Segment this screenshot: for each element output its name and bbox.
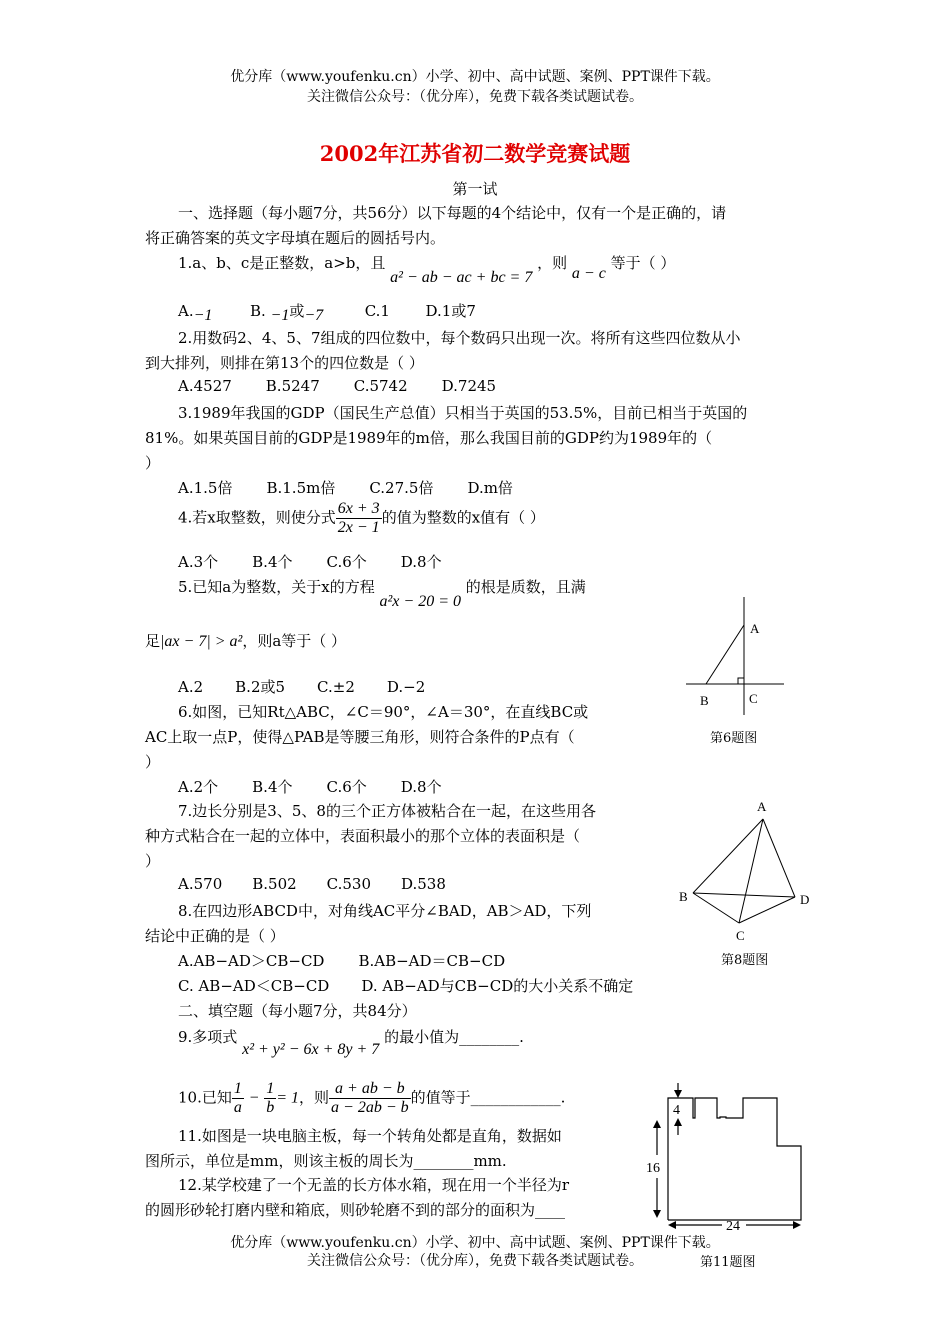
- q4-pre: 4.若x取整数，则使分式: [178, 508, 336, 527]
- fig8-diagonal-bd: [693, 893, 795, 897]
- q1-options: [178, 300, 476, 324]
- q3-opt-d: D.m倍: [467, 479, 513, 497]
- q4-numerator: 6x + 3: [337, 500, 380, 517]
- q4-post: 的值为整数的x值有（ ）: [381, 508, 545, 527]
- fig6-label-a: A: [750, 621, 760, 636]
- fig11-caption: 第11题图: [700, 1255, 756, 1270]
- q7-opt-d: D.538: [401, 875, 446, 893]
- fig11-dim16-arrowhead-bottom: [653, 1210, 661, 1218]
- q4-fraction: [336, 500, 382, 537]
- fig6-label-b: B: [700, 693, 709, 708]
- q6-opt-b: B.4个: [252, 778, 293, 796]
- q1-opt-b-value2: −7: [304, 307, 324, 324]
- fig11-dim4-arrowhead-bottom: [674, 1118, 682, 1126]
- fig11-board-outline: [668, 1098, 801, 1220]
- q6-line1: 6.如图，已知Rt△ABC，∠C＝90°，∠A＝30°，在直线BC或: [178, 703, 589, 721]
- q6-line3: ）: [145, 753, 161, 771]
- q2-line1: 2.用数码2、4、5、7组成的四位数中，每个数码只出现一次。将所有这些四位数从小: [178, 329, 741, 347]
- fig6-caption: 第6题图: [710, 731, 758, 746]
- q2-line2: 到大排列，则排在第13个的四位数是（ ）: [145, 354, 424, 372]
- q7-line3: ）: [145, 852, 161, 870]
- q3-options: [178, 477, 513, 498]
- q3-line1: 3.1989年我国的GDP（国民生产总值）只相当于英国的53.5%，目前已相当于英国的: [178, 404, 748, 422]
- q5-stem: [178, 576, 586, 610]
- q8-options-cd: [178, 975, 633, 996]
- figure-11: [640, 1080, 820, 1238]
- q10-frac3: [329, 1080, 411, 1117]
- q5-line2: [145, 630, 346, 651]
- q10-mid: ，则: [299, 1088, 330, 1107]
- q2-options: [178, 377, 496, 395]
- q5-post: 的根是质数，且满: [465, 578, 586, 596]
- q11-line1: 11.如图是一块电脑主板，每一个转角处都是直角，数据如: [178, 1127, 562, 1145]
- fig8-side-ad: [763, 819, 795, 897]
- q1-opt-b-label: B.: [249, 302, 266, 320]
- fig11-dim24-arrowhead-right: [793, 1221, 801, 1229]
- q2-opt-c: C.5742: [353, 377, 408, 395]
- q8-opt-b: B.AB−AD＝CB−CD: [358, 952, 506, 970]
- q2-opt-d: D.7245: [441, 377, 497, 395]
- fig8-diagonal-ac: [739, 819, 763, 923]
- subtitle: 第一试: [452, 180, 498, 198]
- q4-opt-d: D.8个: [400, 553, 442, 571]
- q1-opt-b-or: 或: [289, 302, 305, 320]
- q4-opt-a: A.3个: [178, 553, 219, 571]
- section2-intro: 二、填空题（每小题7分，共84分）: [178, 1002, 417, 1020]
- header-line-1: 优分库（www.youfenku.cn）小学、初中、高中试题、案例、PPT课件下载。: [230, 69, 720, 85]
- fig11-dim-4: 4: [673, 1103, 680, 1118]
- q10-eq: = 1: [276, 1089, 300, 1107]
- q8-opt-a: A.AB−AD＞CB−CD: [178, 952, 325, 970]
- q7-line1: 7.边长分别是3、5、8的三个正方体被粘合在一起，在这些用各: [178, 802, 596, 820]
- q5-opt-a: A.2: [178, 678, 204, 696]
- q10-frac2-num: 1: [266, 1080, 275, 1097]
- q7-line2: 种方式粘合在一起的立体中，表面积最小的那个立体的表面积是（: [145, 827, 581, 845]
- q7-opt-b: B.502: [252, 875, 297, 893]
- q3-line2: 81%。如果英国目前的GDP是1989年的m倍，那么我国目前的GDP约为1989年的（: [145, 429, 713, 447]
- q7-opt-c: C.530: [326, 875, 371, 893]
- q10-minus: −: [248, 1089, 260, 1107]
- section1-intro-line2: 将正确答案的英文字母填在题后的圆括号内。: [145, 229, 446, 247]
- q10-post: 的值等于____________.: [410, 1088, 566, 1107]
- fig8-side-ab: [693, 819, 763, 893]
- q3-opt-c: C.27.5倍: [369, 479, 434, 497]
- q4-denominator: 2x − 1: [337, 519, 380, 536]
- q8-line2: 结论中正确的是（ ）: [145, 927, 285, 945]
- q10-pre: 10.已知: [178, 1088, 232, 1107]
- q12-line1: 12.某学校建了一个无盖的长方体水箱，现在用一个半径为r: [178, 1176, 570, 1194]
- q1-opt-b-value1: −1: [270, 307, 290, 324]
- q10-frac3-num: a + ab − b: [329, 1080, 411, 1099]
- q5-l2-post: ，则a等于（ ）: [242, 632, 347, 650]
- q3-opt-b: B.1.5m倍: [266, 479, 336, 497]
- q9-stem: [178, 1026, 524, 1058]
- q4-opt-c: C.6个: [326, 553, 367, 571]
- q5-opt-b: B.2或5: [235, 678, 286, 696]
- q2-opt-b: B.5247: [265, 377, 320, 395]
- q10-frac1: [232, 1080, 244, 1117]
- fig11-dim16-arrowhead-top: [653, 1120, 661, 1128]
- q1-equation: a² − ab − ac + bc = 7: [390, 269, 533, 286]
- q10-frac2: [264, 1080, 276, 1117]
- q1-opt-d: D.1或7: [425, 302, 476, 320]
- q1-pre: 1.a、b、c是正整数，a>b，且: [178, 254, 386, 272]
- q9-expr: x² + y² − 6x + 8y + 7: [242, 1041, 380, 1058]
- fig11-dim-24: 24: [726, 1219, 740, 1234]
- q10-frac1-num: 1: [233, 1080, 242, 1097]
- header-line-2: 关注微信公众号：（优分库），免费下载各类试题试卷。: [307, 89, 643, 105]
- q5-opt-d: D.−2: [386, 678, 426, 696]
- q12-line2: 的圆形砂轮打磨内壁和箱底，则砂轮磨不到的部分的面积为____: [145, 1201, 566, 1219]
- q5-l2-pre: 足: [145, 632, 161, 650]
- fig11-dim-16: 16: [646, 1161, 660, 1176]
- q8-line1: 8.在四边形ABCD中，对角线AC平分∠BAD，AB＞AD，下列: [178, 902, 592, 920]
- q6-line2: AC上取一点P，使得△PAB是等腰三角形，则符合条件的P点有（: [145, 728, 575, 746]
- q5-equation: a²x − 20 = 0: [379, 593, 461, 610]
- q7-opt-a: A.570: [178, 875, 223, 893]
- footer-line-1: 优分库（www.youfenku.cn）小学、初中、高中试题、案例、PPT课件下载。: [230, 1235, 720, 1251]
- q4-stem: [178, 500, 545, 537]
- q9-post: 的最小值为________.: [384, 1028, 524, 1046]
- q3-opt-a: A.1.5倍: [178, 479, 233, 497]
- q6-opt-a: A.2个: [178, 778, 219, 796]
- q1-post: 等于（ ）: [610, 254, 676, 272]
- q6-options: [178, 776, 442, 797]
- q11-line2: 图所示，单位是mm，则该主板的周长为________mm.: [145, 1152, 507, 1170]
- q4-opt-b: B.4个: [252, 553, 293, 571]
- fig8-label-a: A: [757, 799, 767, 814]
- q5-options: [178, 676, 425, 697]
- figure-6: [680, 595, 790, 720]
- q6-opt-d: D.8个: [400, 778, 442, 796]
- q3-line3: ）: [145, 454, 161, 472]
- q8-opt-c: C. AB−AD＜CB−CD: [178, 977, 330, 995]
- fig11-dim4-arrowhead-top: [674, 1090, 682, 1098]
- fig8-label-b: B: [679, 889, 688, 904]
- q10-frac3-den: a − 2ab − b: [331, 1099, 409, 1116]
- fig11-dim24-arrowhead-left: [668, 1221, 676, 1229]
- q1-opt-a-value: −1: [193, 307, 213, 324]
- q5-opt-c: C.±2: [317, 678, 355, 696]
- fig8-label-c: C: [736, 928, 745, 943]
- q5-pre: 5.已知a为整数，关于x的方程: [178, 578, 375, 596]
- q1-opt-c: C.1: [364, 302, 390, 320]
- q6-opt-c: C.6个: [326, 778, 367, 796]
- q10-frac2-den: b: [266, 1099, 275, 1116]
- q10-stem: [178, 1080, 565, 1117]
- fig8-side-bc: [693, 893, 739, 923]
- q10-frac1-den: a: [233, 1099, 242, 1116]
- q2-opt-a: A.4527: [178, 377, 232, 395]
- section1-intro-line1: 一、选择题（每小题7分，共56分）以下每题的4个结论中，仅有一个是正确的，请: [178, 204, 727, 222]
- q9-pre: 9.多项式: [178, 1028, 238, 1046]
- q1-mid: ，则: [537, 254, 568, 272]
- fig6-label-c: C: [749, 691, 758, 706]
- q1-stem: [178, 252, 676, 286]
- fig6-right-angle-mark: [738, 678, 744, 684]
- fig6-hypotenuse: [706, 625, 744, 684]
- fig8-caption: 第8题图: [721, 953, 769, 968]
- q1-opt-a-label: A.: [178, 302, 194, 320]
- q5-l2-inequality: |ax − 7| > a²: [160, 633, 243, 650]
- fig8-label-d: D: [800, 892, 810, 907]
- q7-options: [178, 875, 446, 893]
- page-title: 2002年江苏省初二数学竞赛试题: [319, 141, 631, 166]
- fig8-side-cd: [739, 897, 795, 923]
- q8-options-ab: [178, 950, 505, 971]
- footer-line-2: 关注微信公众号：（优分库），免费下载各类试题试卷。: [307, 1253, 643, 1269]
- figure-8: [675, 795, 815, 945]
- q4-options: [178, 551, 442, 572]
- q8-opt-d: D. AB−AD与CB−CD的大小关系不确定: [361, 977, 634, 995]
- q1-expr: a − c: [571, 265, 606, 282]
